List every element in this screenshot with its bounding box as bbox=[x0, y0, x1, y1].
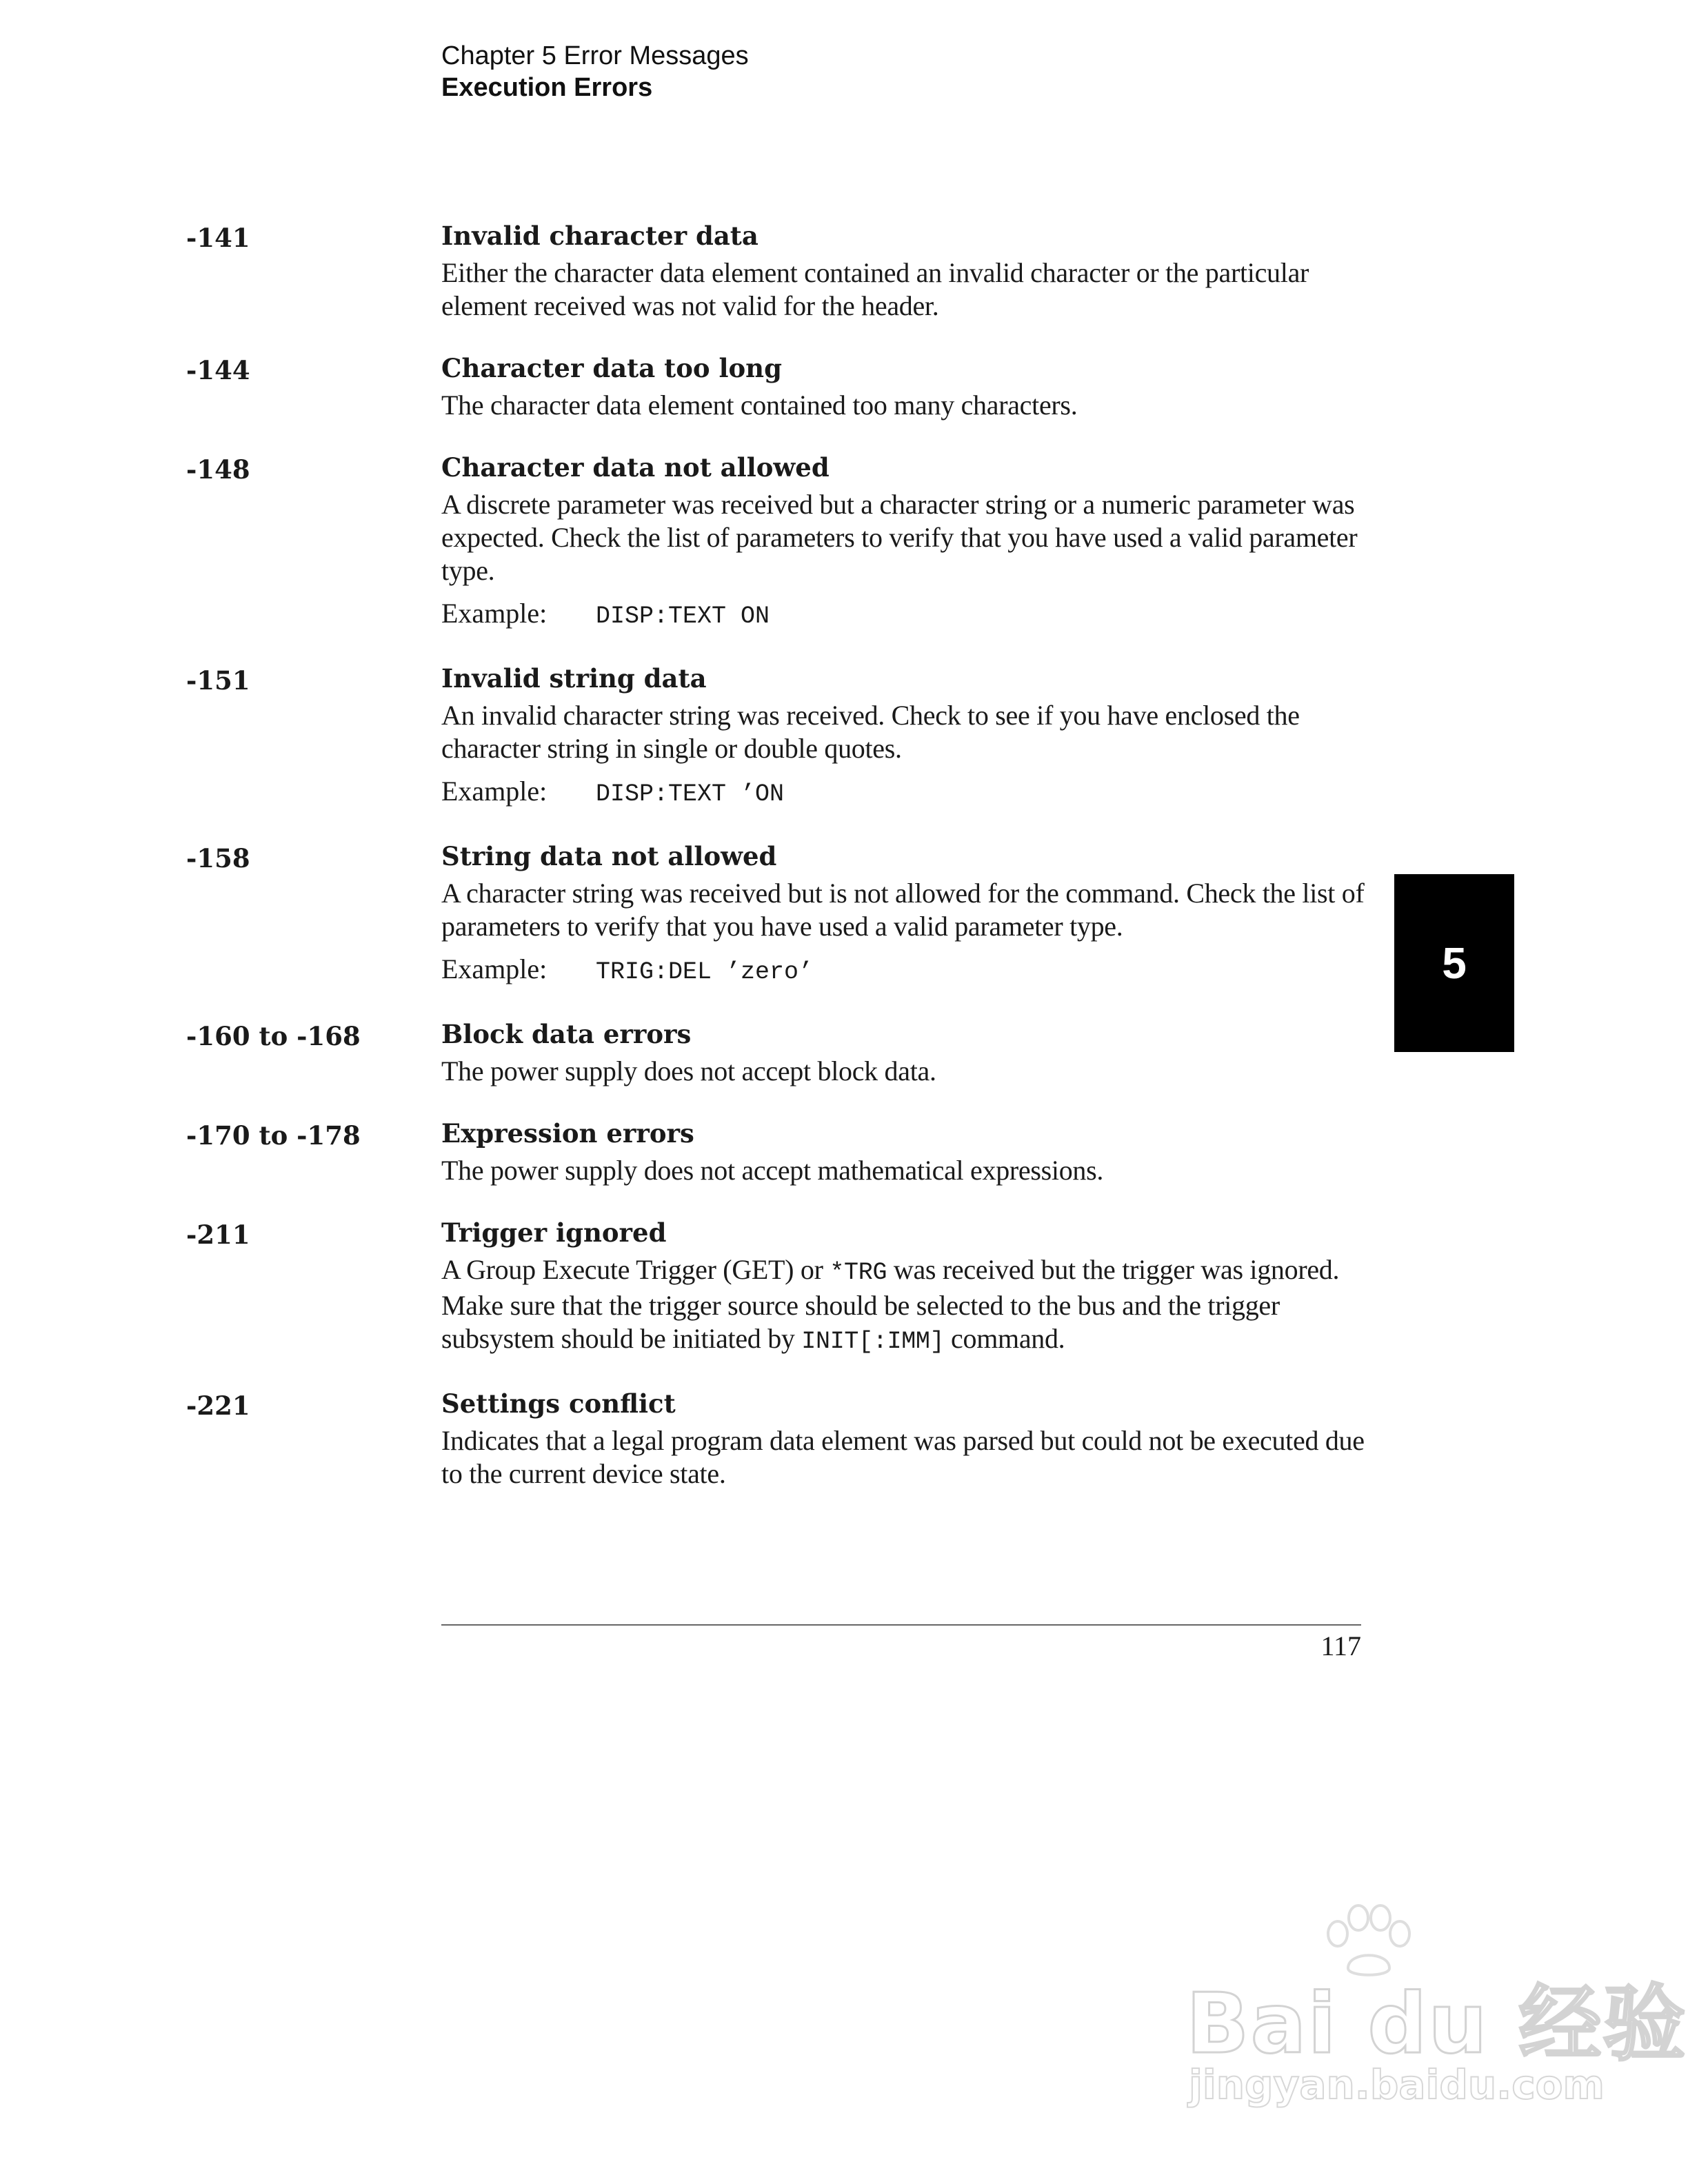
error-description: The character data element contained too many characters. bbox=[441, 390, 1078, 421]
inline-command: *TRG bbox=[830, 1259, 887, 1286]
error-title: Block data errors bbox=[441, 1019, 692, 1049]
error-entry bbox=[186, 352, 1365, 422]
example-label: Example: bbox=[441, 953, 547, 984]
error-code: -148 bbox=[186, 454, 250, 485]
error-code: -221 bbox=[186, 1391, 250, 1421]
example-line bbox=[441, 953, 1365, 989]
error-list bbox=[186, 219, 1365, 1519]
example-code: DISP:TEXT ON bbox=[596, 603, 770, 630]
page-number: 117 bbox=[1320, 1630, 1361, 1661]
error-entry bbox=[186, 451, 1365, 633]
error-title: Invalid character data bbox=[441, 221, 758, 251]
error-description bbox=[441, 1253, 1365, 1358]
error-entry bbox=[186, 219, 1365, 323]
error-code: -144 bbox=[186, 355, 250, 385]
watermark-logo-text: Bai du 经验 bbox=[1186, 1976, 1687, 2072]
error-code: -211 bbox=[186, 1220, 250, 1250]
section-title: Execution Errors bbox=[441, 73, 653, 102]
error-entry bbox=[186, 1117, 1365, 1187]
error-description: The power supply does not accept block data. bbox=[441, 1055, 936, 1086]
example-line bbox=[441, 775, 1365, 811]
description-text: command. bbox=[944, 1323, 1065, 1354]
chapter-tab bbox=[1394, 874, 1514, 1052]
error-code: -170 to -178 bbox=[186, 1120, 361, 1151]
footer-divider bbox=[441, 1624, 1361, 1626]
chapter-tab-number: 5 bbox=[1442, 938, 1467, 988]
error-description: A discrete parameter was received but a character string or a numeric parameter was expected. Check the list of parameters to verify that you have used a valid parameter type. bbox=[441, 489, 1358, 586]
error-description: A character string was received but is not allowed for the command. Check the list of parameters to verify that you have used a valid parameter type. bbox=[441, 878, 1365, 942]
error-code: -160 to -168 bbox=[186, 1021, 361, 1051]
error-entry bbox=[186, 1018, 1365, 1088]
error-entry bbox=[186, 1216, 1365, 1358]
watermark-url: jingyan.baidu.com bbox=[1189, 2061, 1605, 2108]
error-title: Character data too long bbox=[441, 353, 782, 383]
example-line bbox=[441, 597, 1365, 633]
error-description: Indicates that a legal program data element was parsed but could not be executed due to the current device state. bbox=[441, 1425, 1365, 1489]
error-description: Either the character data element contained an invalid character or the particular element received was not valid for the header. bbox=[441, 257, 1309, 321]
error-title: Expression errors bbox=[441, 1118, 694, 1149]
error-title: Settings conflict bbox=[441, 1388, 676, 1419]
error-entry bbox=[186, 662, 1365, 811]
example-code: TRIG:DEL ’zero’ bbox=[596, 958, 814, 986]
error-code: -151 bbox=[186, 665, 250, 696]
error-title: Invalid string data bbox=[441, 663, 707, 694]
inline-command: INIT[:IMM] bbox=[801, 1328, 945, 1355]
error-description: An invalid character string was received. Check to see if you have enclosed the character string in single or double quotes. bbox=[441, 700, 1300, 764]
page-header bbox=[441, 40, 749, 103]
example-label: Example: bbox=[441, 776, 547, 807]
error-code: -141 bbox=[186, 223, 250, 253]
error-entry bbox=[186, 1387, 1365, 1490]
chapter-title: Chapter 5 Error Messages bbox=[441, 41, 749, 70]
error-code: -158 bbox=[186, 843, 250, 873]
error-title: Character data not allowed bbox=[441, 452, 830, 483]
description-text: was received but the trigger was ignored. Make sure that the trigger source should be selected to the bus and the trigger subsystem should be initiated by bbox=[441, 1254, 1340, 1354]
description-text: A Group Execute Trigger (GET) or bbox=[441, 1254, 830, 1285]
error-entry bbox=[186, 840, 1365, 989]
error-title: String data not allowed bbox=[441, 841, 777, 871]
baidu-watermark bbox=[1172, 1903, 1687, 2110]
example-label: Example: bbox=[441, 598, 547, 629]
example-code: DISP:TEXT ’ON bbox=[596, 780, 785, 808]
error-title: Trigger ignored bbox=[441, 1217, 667, 1248]
error-description: The power supply does not accept mathematical expressions. bbox=[441, 1155, 1104, 1186]
